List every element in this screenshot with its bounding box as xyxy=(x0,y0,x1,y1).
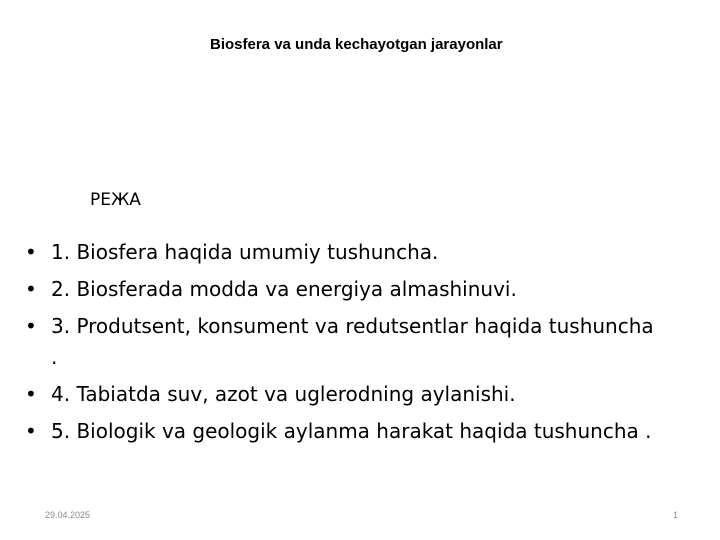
plan-item-text: 3. Produtsent, konsument va redutsentlar haqida tushuncha . xyxy=(51,314,654,369)
plan-item-text: 1. Biosfera haqida umumiy tushuncha. xyxy=(51,240,439,264)
bullet-icon: • xyxy=(25,382,37,406)
plan-item-2 xyxy=(25,274,665,305)
plan-item-4 xyxy=(25,379,665,410)
slide-number: 1 xyxy=(672,510,678,520)
plan-list xyxy=(25,237,665,453)
bullet-icon: • xyxy=(25,240,37,264)
plan-item-text: 5. Biologik va geologik aylanma harakat haqida tushuncha . xyxy=(51,419,652,443)
plan-item-1 xyxy=(25,237,665,268)
footer-date: 29.04.2025 xyxy=(45,510,91,520)
plan-item-text: 2. Biosferada modda va energiya almashinuvi. xyxy=(51,277,517,301)
bullet-icon: • xyxy=(25,277,37,301)
plan-item-5 xyxy=(25,416,665,447)
plan-item-3 xyxy=(25,311,665,373)
plan-item-text: 4. Tabiatda suv, azot va uglerodning aylanishi. xyxy=(51,382,516,406)
bullet-icon: • xyxy=(25,314,37,338)
plan-heading: РЕЖА xyxy=(90,190,141,210)
bullet-icon: • xyxy=(25,419,37,443)
slide-title: Biosfera va unda kechayotgan jarayonlar xyxy=(210,36,503,53)
